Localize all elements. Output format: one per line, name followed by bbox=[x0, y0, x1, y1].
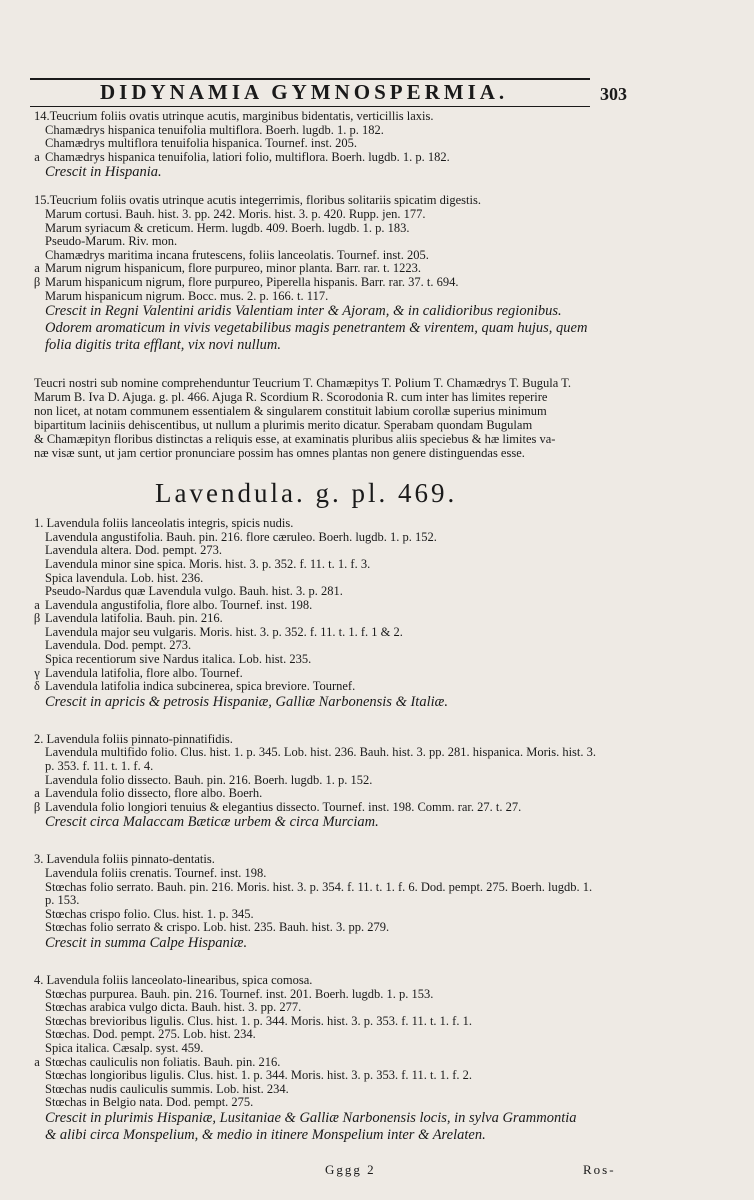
synonym-line bbox=[0, 222, 754, 236]
species-entry-teucrium-14 bbox=[0, 110, 754, 181]
synonym-line bbox=[0, 1028, 754, 1042]
line-text: p. 153. bbox=[45, 893, 80, 908]
synonym-line bbox=[0, 124, 754, 138]
habitat-note: Crescit in summa Calpe Hispaniæ. bbox=[45, 934, 248, 951]
line-text: Chamædrys hispanica tenuifolia multiflora. Boerh. lugdb. 1. p. 182. bbox=[45, 122, 384, 137]
line-text: 15.Teucrium foliis ovatis utrinque acutis integerrimis, floribus solitariis spicatim digestis. bbox=[34, 193, 481, 208]
synonym-line bbox=[0, 612, 754, 626]
synonym-line bbox=[0, 760, 754, 774]
species-entry-lavendula-3 bbox=[0, 853, 754, 952]
synonym-line bbox=[0, 599, 754, 613]
synonym-line bbox=[0, 585, 754, 599]
observation-line: non licet, at notam communem essentialem & singularem constituit labium corollæ superius minimum bbox=[34, 404, 547, 419]
observation-line: næ visæ sunt, ut jam certior pronunciare possim has omnes plantas non genere distinguendas esse. bbox=[34, 446, 525, 461]
species-entry-lavendula-2 bbox=[0, 733, 754, 832]
observation-line: Teucri nostri sub nomine comprehenduntur Teucrium T. Chamæpitys T. Polium T. Chamædrys T. Bugula T. bbox=[34, 376, 571, 391]
line-text: Lavendula latifolia indica subcinerea, spica breviore. Tournef. bbox=[45, 679, 356, 694]
habitat-note: Crescit in Hispania. bbox=[45, 164, 162, 181]
variety-marker: a bbox=[34, 597, 40, 612]
page-body bbox=[0, 110, 754, 1144]
variety-marker: a bbox=[34, 149, 40, 164]
synonym-line bbox=[0, 1001, 754, 1015]
habitat-note: Crescit in apricis & petrosis Hispaniæ, Galliæ Narbonensis & Italiæ. bbox=[45, 693, 448, 710]
habitat-note: Crescit in plurimis Hispaniæ, Lusitaniae & Galliæ Narbonensis locis, in sylva Grammontia bbox=[45, 1109, 577, 1126]
line-text: Chamædrys hispanica tenuifolia, latiori folio, multiflora. Boerh. lugdb. 1. p. 182. bbox=[45, 149, 450, 164]
line-text: 14.Teucrium foliis ovatis utrinque acutis, marginibus bidentatis, verticillis laxis. bbox=[34, 109, 434, 123]
line-text: Lavendula foliis crenatis. Tournef. inst. 198. bbox=[45, 866, 267, 880]
synonym-line bbox=[0, 249, 754, 263]
synonym-line bbox=[0, 626, 754, 640]
line-text: Lavendula major seu vulgaris. Moris. hist. 3. p. 352. f. 11. t. 1. f. 1 & 2. bbox=[45, 624, 403, 639]
synonym-line bbox=[0, 235, 754, 249]
observation-line: & Chamæpityn floribus distinctas a reliquis esse, at examinatis pluribus aliis speciebus & hæ limites va- bbox=[34, 432, 556, 447]
synonym-line bbox=[0, 894, 754, 908]
running-title: DIDYNAMIA GYMNOSPERMIA. bbox=[100, 80, 509, 104]
variety-marker: β bbox=[33, 611, 41, 626]
synonym-line bbox=[0, 531, 754, 545]
synonym-line bbox=[0, 572, 754, 586]
line-text: Lavendula altera. Dod. pempt. 273. bbox=[45, 543, 223, 558]
variety-marker: γ bbox=[34, 665, 40, 680]
variety-marker: a bbox=[34, 261, 40, 276]
line-text: 3. Lavendula foliis pinnato-dentatis. bbox=[34, 852, 215, 867]
line-text: Chamædrys maritima incana frutescens, foliis lanceolatis. Tournef. inst. 205. bbox=[45, 247, 429, 262]
variety-marker: a bbox=[34, 786, 40, 801]
habitat-note: Odorem aromaticum in vivis vegetabilibus magis penetrantem & virentem, quam hujus, quem bbox=[45, 320, 588, 337]
species-entry-lavendula-4 bbox=[0, 974, 754, 1144]
synonym-line bbox=[0, 1042, 754, 1056]
catchword: Ros- bbox=[583, 1162, 616, 1177]
line-text: Marum hispanicum nigrum, flore purpureo, Piperella hispanis. Barr. rar. 37. t. 694. bbox=[45, 274, 459, 289]
line-text: Spica recentiorum sive Nardus italica. Lob. hist. 235. bbox=[45, 652, 312, 667]
line-text: Stœchas longioribus ligulis. Clus. hist. 1. p. 344. Moris. hist. 3. p. 353. f. 11. t. 1. f. 2. bbox=[45, 1068, 472, 1083]
line-text: Lavendula. Dod. pempt. 273. bbox=[45, 638, 192, 653]
line-text: Lavendula angustifolia, flore albo. Tournef. inst. 198. bbox=[45, 597, 313, 612]
line-text: Lavendula multifido folio. Clus. hist. 1. p. 345. Lob. hist. 236. Bauh. hist. 3. pp. 281. hispanica. Moris. hist. 3. bbox=[45, 745, 597, 760]
line-text: p. 353. f. 11. t. 1. f. 4. bbox=[45, 759, 154, 774]
synonym-line bbox=[0, 653, 754, 667]
line-text: Lavendula minor sine spica. Moris. hist. 3. p. 352. f. 11. t. 1. f. 3. bbox=[45, 556, 371, 571]
line-text: Lavendula folio dissecto, flore albo. Boerh. bbox=[45, 786, 263, 801]
synonym-line bbox=[0, 1015, 754, 1029]
species-entry-lavendula-1 bbox=[0, 517, 754, 711]
synonym-line bbox=[0, 1056, 754, 1070]
line-text: Stœchas. Dod. pempt. 275. Lob. hist. 234. bbox=[45, 1027, 256, 1042]
habitat-note: & alibi circa Monspelium, & medio in itinere Monspelium inter & Arelaten. bbox=[45, 1126, 486, 1143]
synonym-line bbox=[0, 787, 754, 801]
synonym-line bbox=[0, 1069, 754, 1083]
printer-signature: Gggg 2 bbox=[325, 1162, 376, 1177]
line-text: 4. Lavendula foliis lanceolato-linearibus, spica comosa. bbox=[34, 972, 313, 987]
line-text: Chamædrys multiflora tenuifolia hispanica. Tournef. inst. 205. bbox=[45, 136, 358, 151]
synonym-line bbox=[0, 667, 754, 681]
species-diagnosis bbox=[0, 853, 754, 867]
line-text: Lavendula folio longiori tenuius & elegantius dissecto. Tournef. inst. 198. Comm. rar. 27. t. 27. bbox=[45, 799, 522, 814]
synonym-line bbox=[0, 276, 754, 290]
habitat-note: Crescit in Regni Valentini aridis Valentiam inter & Ajoram, & in calidioribus regionibus. bbox=[45, 303, 562, 320]
species-diagnosis bbox=[0, 517, 754, 531]
line-text: Lavendula latifolia, flore albo. Tournef. bbox=[45, 665, 243, 680]
species-diagnosis bbox=[0, 974, 754, 988]
synonym-line bbox=[0, 208, 754, 222]
page-number: 303 bbox=[600, 84, 627, 104]
synonym-line bbox=[0, 908, 754, 922]
variety-marker: a bbox=[34, 1054, 40, 1069]
synonym-line bbox=[0, 151, 754, 165]
synonym-line bbox=[0, 544, 754, 558]
habitat-note: folia digitis trita efflant, vix novi nullum. bbox=[45, 337, 282, 354]
variety-marker: δ bbox=[34, 679, 40, 694]
line-text: Stœchas brevioribus ligulis. Clus. hist. 1. p. 344. Moris. hist. 3. p. 353. f. 11. t. 1. f. 1. bbox=[45, 1013, 472, 1028]
synonym-line bbox=[0, 290, 754, 304]
synonym-line bbox=[0, 137, 754, 151]
observation-line: bipartitum laciniis dehiscentibus, ut nullum a plurimis merito dicatur. Sperabam quondam Bugulam bbox=[34, 418, 533, 433]
species-entry-teucrium-15 bbox=[0, 194, 754, 354]
line-text: Pseudo-Nardus quæ Lavendula vulgo. Bauh. hist. 3. p. 281. bbox=[45, 584, 343, 599]
synonym-line bbox=[0, 867, 754, 881]
variety-marker: β bbox=[33, 799, 41, 814]
synonym-line bbox=[0, 746, 754, 760]
synonym-line bbox=[0, 558, 754, 572]
teucri-observation bbox=[0, 376, 754, 460]
species-diagnosis bbox=[0, 194, 754, 208]
genus-heading: Lavendula. g. pl. 469. bbox=[155, 478, 458, 509]
species-diagnosis bbox=[0, 733, 754, 747]
species-diagnosis bbox=[0, 110, 754, 124]
line-text: Lavendula folio dissecto. Bauh. pin. 216. Boerh. lugdb. 1. p. 152. bbox=[45, 772, 373, 787]
line-text: Spica lavendula. Lob. hist. 236. bbox=[45, 570, 204, 585]
line-text: Stœchas cauliculis non foliatis. Bauh. pin. 216. bbox=[45, 1054, 281, 1069]
variety-marker: β bbox=[33, 274, 41, 289]
synonym-line bbox=[0, 262, 754, 276]
synonym-line bbox=[0, 680, 754, 694]
synonym-line bbox=[0, 639, 754, 653]
header-rule-bottom bbox=[30, 106, 590, 107]
line-text: Spica italica. Cæsalp. syst. 459. bbox=[45, 1040, 204, 1055]
line-text: Stœchas nudis cauliculis summis. Lob. hist. 234. bbox=[45, 1081, 289, 1096]
line-text: Lavendula angustifolia. Bauh. pin. 216. flore cæruleo. Boerh. lugdb. 1. p. 152. bbox=[45, 529, 437, 544]
synonym-line bbox=[0, 881, 754, 895]
page-header bbox=[30, 70, 720, 110]
line-text: Marum nigrum hispanicum, flore purpureo, minor planta. Barr. rar. t. 1223. bbox=[45, 261, 421, 276]
line-text: Marum cortusi. Bauh. hist. 3. pp. 242. Moris. hist. 3. p. 420. Rupp. jen. 177. bbox=[45, 206, 426, 221]
synonym-line bbox=[0, 1096, 754, 1110]
line-text: 1. Lavendula foliis lanceolatis integris, spicis nudis. bbox=[34, 516, 294, 531]
habitat-note: Crescit circa Malaccam Bæticæ urbem & circa Murciam. bbox=[45, 814, 379, 831]
line-text: Stœchas in Belgio nata. Dod. pempt. 275. bbox=[45, 1095, 254, 1110]
synonym-line bbox=[0, 988, 754, 1002]
synonym-line bbox=[0, 774, 754, 788]
line-text: Marum hispanicum nigrum. Bocc. mus. 2. p. 166. t. 117. bbox=[45, 288, 329, 303]
line-text: Stœchas crispo folio. Clus. hist. 1. p. 345. bbox=[45, 906, 254, 921]
line-text: Pseudo-Marum. Riv. mon. bbox=[45, 234, 178, 249]
line-text: Lavendula latifolia. Bauh. pin. 216. bbox=[45, 611, 223, 626]
synonym-line bbox=[0, 801, 754, 815]
line-text: Stœchas arabica vulgo dicta. Bauh. hist. 3. pp. 277. bbox=[45, 1000, 302, 1015]
synonym-line bbox=[0, 1083, 754, 1097]
synonym-line bbox=[0, 921, 754, 935]
line-text: 2. Lavendula foliis pinnato-pinnatifidis. bbox=[34, 731, 233, 746]
observation-line: Marum B. Iva D. Ajuga. g. pl. 466. Ajuga R. Scordium R. Scorodonia R. cum inter has limites reperire bbox=[34, 390, 548, 405]
line-text: Marum syriacum & creticum. Herm. lugdb. 409. Boerh. lugdb. 1. p. 183. bbox=[45, 220, 410, 235]
line-text: Stœchas folio serrato. Bauh. pin. 216. Moris. hist. 3. p. 354. f. 11. t. 1. f. 6. Dod. pempt. 275. Boerh. lugdb. 1. bbox=[45, 879, 593, 894]
line-text: Stœchas folio serrato & crispo. Lob. hist. 235. Bauh. hist. 3. pp. 279. bbox=[45, 920, 390, 935]
line-text: Stœchas purpurea. Bauh. pin. 216. Tournef. inst. 201. Boerh. lugdb. 1. p. 153. bbox=[45, 986, 434, 1001]
